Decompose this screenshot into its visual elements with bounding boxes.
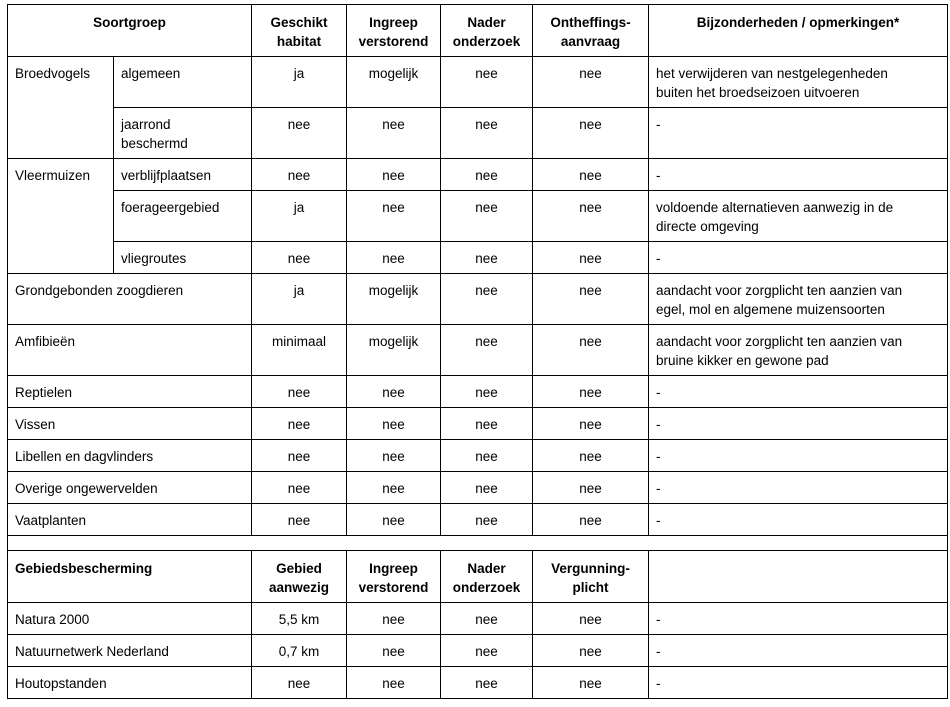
exemption-cell: nee [533, 325, 649, 376]
table-row [8, 242, 948, 274]
permit-cell: nee [533, 667, 649, 699]
group-cell: Reptielen [8, 376, 252, 408]
table-row [8, 159, 948, 191]
subgroup-cell: verblijfplaatsen [114, 159, 252, 191]
table-row [8, 472, 948, 504]
habitat-cell: ja [252, 191, 347, 242]
research-cell: nee [441, 440, 533, 472]
remarks-cell: - [649, 108, 948, 159]
research-cell: nee [441, 376, 533, 408]
table-row [8, 603, 948, 635]
impact-cell: nee [347, 504, 441, 536]
exemption-cell: nee [533, 376, 649, 408]
habitat-cell: minimaal [252, 325, 347, 376]
table-row [8, 108, 948, 159]
impact-cell: nee [347, 408, 441, 440]
present-cell: 5,5 km [252, 603, 347, 635]
remarks-cell: - [649, 440, 948, 472]
impact-cell: nee [347, 440, 441, 472]
habitat-cell: ja [252, 57, 347, 108]
col-header-permit: Vergunning- plicht [533, 551, 649, 603]
col-header-research: Nader onderzoek [441, 551, 533, 603]
table-row [8, 191, 948, 242]
group-cell: Amfibieën [8, 325, 252, 376]
table-row [8, 325, 948, 376]
col-header-present: Gebied aanwezig [252, 551, 347, 603]
table-row [8, 274, 948, 325]
table-row [8, 408, 948, 440]
exemption-cell: nee [533, 504, 649, 536]
present-cell: 0,7 km [252, 635, 347, 667]
exemption-cell: nee [533, 274, 649, 325]
research-cell: nee [441, 57, 533, 108]
habitat-cell: nee [252, 108, 347, 159]
subgroup-cell: jaarrond beschermd [114, 108, 252, 159]
impact-cell: mogelijk [347, 274, 441, 325]
research-cell: nee [441, 191, 533, 242]
exemption-cell: nee [533, 191, 649, 242]
remarks-cell: - [649, 472, 948, 504]
species-header-row [8, 5, 948, 57]
exemption-cell: nee [533, 108, 649, 159]
habitat-cell: nee [252, 440, 347, 472]
habitat-cell: nee [252, 472, 347, 504]
group-cell [8, 191, 114, 242]
impact-cell: nee [347, 242, 441, 274]
impact-cell: mogelijk [347, 57, 441, 108]
remarks-cell: het verwijderen van nestgelegenheden buiten het broedseizoen uitvoeren [649, 57, 948, 108]
permit-cell: nee [533, 603, 649, 635]
area-cell: Natura 2000 [8, 603, 252, 635]
table-row [8, 635, 948, 667]
permit-cell: nee [533, 635, 649, 667]
research-cell: nee [441, 472, 533, 504]
exemption-cell: nee [533, 159, 649, 191]
table-separator [8, 536, 948, 551]
group-cell: Vissen [8, 408, 252, 440]
remarks-cell: voldoende alternatieven aanwezig in de directe omgeving [649, 191, 948, 242]
research-cell: nee [441, 325, 533, 376]
area-header-row [8, 551, 948, 603]
group-cell: Vaatplanten [8, 504, 252, 536]
impact-cell: nee [347, 191, 441, 242]
remarks-cell: - [649, 667, 948, 699]
present-cell: nee [252, 667, 347, 699]
subgroup-cell: algemeen [114, 57, 252, 108]
impact-cell: nee [347, 108, 441, 159]
table-row [8, 376, 948, 408]
habitat-cell: nee [252, 504, 347, 536]
habitat-cell: nee [252, 242, 347, 274]
area-cell: Natuurnetwerk Nederland [8, 635, 252, 667]
exemption-cell: nee [533, 440, 649, 472]
table-row [8, 440, 948, 472]
research-cell: nee [441, 667, 533, 699]
habitat-cell: ja [252, 274, 347, 325]
col-header-habitat: Geschikt habitat [252, 5, 347, 57]
group-cell: Vleermuizen [8, 159, 114, 191]
col-header-research: Nader onderzoek [441, 5, 533, 57]
table-row [8, 57, 948, 108]
research-cell: nee [441, 108, 533, 159]
subgroup-cell: foerageergebied [114, 191, 252, 242]
habitat-cell: nee [252, 159, 347, 191]
impact-cell: nee [347, 159, 441, 191]
remarks-cell: - [649, 504, 948, 536]
impact-cell: nee [347, 472, 441, 504]
col-header-gebiedsbescherming: Gebiedsbescherming [8, 551, 252, 603]
area-cell: Houtopstanden [8, 667, 252, 699]
group-cell: Broedvogels [8, 57, 114, 108]
col-header-impact: Ingreep verstorend [347, 5, 441, 57]
exemption-cell: nee [533, 57, 649, 108]
impact-cell: nee [347, 667, 441, 699]
col-header-remarks: Bijzonderheden / opmerkingen* [649, 5, 948, 57]
col-header-empty [649, 551, 948, 603]
remarks-cell: - [649, 376, 948, 408]
remarks-cell: - [649, 635, 948, 667]
remarks-cell: aandacht voor zorgplicht ten aanzien van egel, mol en algemene muizensoorten [649, 274, 948, 325]
table-row [8, 667, 948, 699]
subgroup-cell: vliegroutes [114, 242, 252, 274]
impact-cell: nee [347, 635, 441, 667]
impact-cell: nee [347, 376, 441, 408]
group-cell: Overige ongewervelden [8, 472, 252, 504]
remarks-cell: - [649, 603, 948, 635]
research-cell: nee [441, 635, 533, 667]
remarks-cell: aandacht voor zorgplicht ten aanzien van bruine kikker en gewone pad [649, 325, 948, 376]
group-cell: Libellen en dagvlinders [8, 440, 252, 472]
habitat-cell: nee [252, 376, 347, 408]
col-header-exemption: Ontheffings- aanvraag [533, 5, 649, 57]
group-cell [8, 108, 114, 159]
separator-cell [8, 536, 948, 551]
research-cell: nee [441, 504, 533, 536]
research-cell: nee [441, 408, 533, 440]
exemption-cell: nee [533, 472, 649, 504]
research-cell: nee [441, 603, 533, 635]
impact-cell: mogelijk [347, 325, 441, 376]
research-cell: nee [441, 242, 533, 274]
protection-table [7, 4, 948, 699]
research-cell: nee [441, 159, 533, 191]
table-row [8, 504, 948, 536]
exemption-cell: nee [533, 408, 649, 440]
research-cell: nee [441, 274, 533, 325]
impact-cell: nee [347, 603, 441, 635]
group-cell: Grondgebonden zoogdieren [8, 274, 252, 325]
remarks-cell: - [649, 159, 948, 191]
remarks-cell: - [649, 242, 948, 274]
col-header-soortgroep: Soortgroep [8, 5, 252, 57]
remarks-cell: - [649, 408, 948, 440]
exemption-cell: nee [533, 242, 649, 274]
group-cell [8, 242, 114, 274]
col-header-impact: Ingreep verstorend [347, 551, 441, 603]
habitat-cell: nee [252, 408, 347, 440]
